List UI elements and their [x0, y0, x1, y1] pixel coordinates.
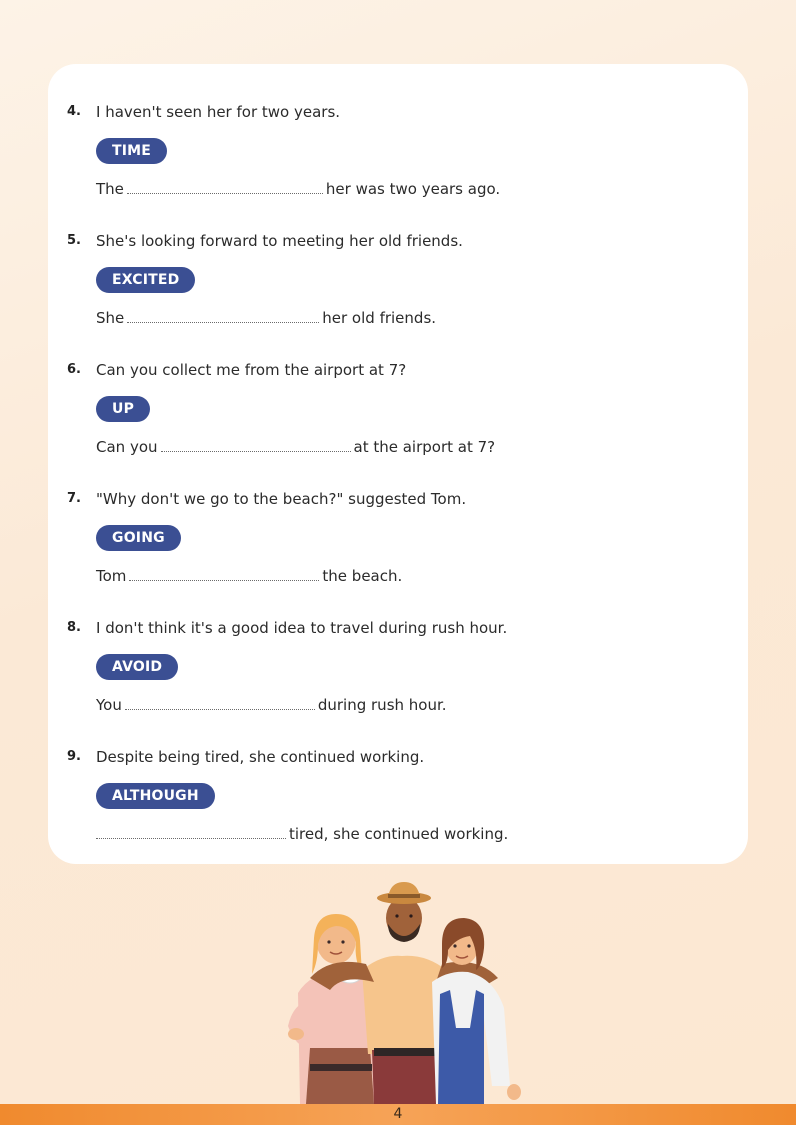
answer-line	[96, 438, 495, 456]
question-sentence: "Why don't we go to the beach?" suggested Tom.	[96, 490, 467, 508]
question-number: 8.	[67, 620, 81, 635]
answer-prefix: You	[96, 696, 122, 714]
question-number: 6.	[67, 362, 81, 377]
question-sentence: Despite being tired, she continued working.	[96, 748, 425, 766]
answer-line	[96, 180, 500, 198]
keyword-badge: ALTHOUGH	[96, 783, 215, 809]
answer-blank[interactable]	[127, 181, 323, 194]
answer-line	[96, 825, 508, 843]
keyword-badge: EXCITED	[96, 267, 195, 293]
keyword-badge: UP	[96, 396, 150, 422]
answer-line	[96, 567, 402, 585]
answer-suffix: at the airport at 7?	[353, 438, 496, 456]
answer-suffix: her was two years ago.	[325, 180, 501, 198]
question-sentence: I haven't seen her for two years.	[96, 103, 341, 121]
answer-blank[interactable]	[125, 697, 315, 710]
question-9	[48, 719, 748, 848]
question-5	[48, 203, 748, 332]
woman-left-figure	[288, 914, 378, 1104]
answer-suffix: tired, she continued working.	[289, 825, 509, 843]
question-number: 4.	[67, 104, 81, 119]
answer-line	[96, 696, 447, 714]
answer-suffix: her old friends.	[322, 309, 437, 327]
question-6	[48, 332, 748, 461]
question-sentence: Can you collect me from the airport at 7?	[96, 361, 407, 379]
answer-line	[96, 309, 436, 327]
worksheet-card	[48, 64, 748, 864]
answer-suffix: during rush hour.	[317, 696, 447, 714]
answer-blank[interactable]	[129, 568, 319, 581]
page-number: 4	[393, 1106, 403, 1122]
answer-prefix: She	[96, 309, 125, 327]
answer-prefix: Can you	[96, 438, 158, 456]
woman-right-figure	[432, 918, 521, 1104]
question-4	[48, 74, 748, 203]
answer-blank[interactable]	[96, 826, 286, 839]
keyword-badge: AVOID	[96, 654, 178, 680]
answer-blank[interactable]	[161, 439, 351, 452]
keyword-badge: GOING	[96, 525, 181, 551]
question-7	[48, 461, 748, 590]
question-8	[48, 590, 748, 719]
question-sentence: I don't think it's a good idea to travel during rush hour.	[96, 619, 508, 637]
answer-suffix: the beach.	[322, 567, 403, 585]
question-number: 7.	[67, 491, 81, 506]
question-number: 9.	[67, 749, 81, 764]
question-number: 5.	[67, 233, 81, 248]
keyword-badge: TIME	[96, 138, 167, 164]
answer-prefix: Tom	[96, 567, 127, 585]
answer-blank[interactable]	[127, 310, 319, 323]
question-sentence: She's looking forward to meeting her old friends.	[96, 232, 463, 250]
three-friends-illustration	[270, 878, 530, 1108]
answer-prefix: The	[96, 180, 124, 198]
